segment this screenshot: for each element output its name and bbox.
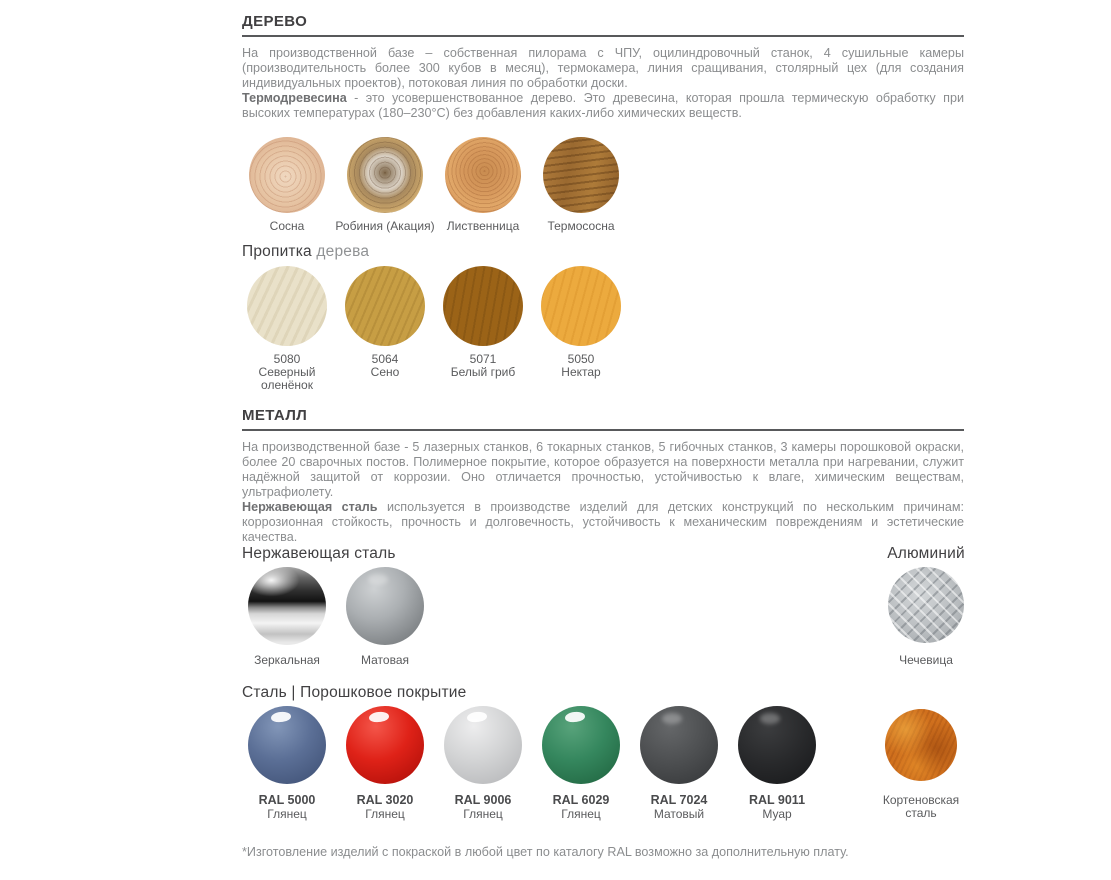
tint-5064-swatch: [345, 266, 425, 346]
ral-5000-sphere: [248, 706, 326, 784]
swatch-code: RAL 9011: [748, 793, 806, 807]
swatch-finish: Матовый: [653, 807, 705, 821]
wood-section-divider: [242, 35, 964, 37]
tint-5071-swatch: [443, 266, 523, 346]
wood-section: [242, 13, 964, 121]
powder-ral5000: [238, 706, 336, 821]
wood-species-thermopine: [532, 137, 630, 233]
aluminum-cell: [881, 567, 971, 667]
impregnation-swatch-5050: [532, 266, 630, 379]
swatch-code: RAL 6029: [552, 793, 610, 807]
wood-species-larch: [434, 137, 532, 233]
swatch-label: Северный оленёнок: [258, 365, 316, 392]
mirror-steel-sphere: [248, 567, 326, 645]
powder-row: [238, 706, 970, 821]
swatch-label: Зеркальная: [254, 653, 320, 667]
swatch-code: RAL 7024: [650, 793, 708, 807]
impregnation-swatch-5064: [336, 266, 434, 379]
swatch-finish: Глянец: [561, 807, 601, 821]
swatch-finish: Глянец: [267, 807, 307, 821]
matte-steel-sphere: [346, 567, 424, 645]
metal-intro: [242, 440, 964, 545]
powder-ral6029: [532, 706, 630, 821]
stainless-row: [238, 567, 434, 667]
corten-steel-swatch: [885, 709, 957, 781]
wood-species-row: [238, 137, 630, 233]
swatch-label: Сено: [370, 365, 400, 379]
swatch-code: RAL 5000: [258, 793, 316, 807]
swatch-label: Робиния (Акация): [335, 219, 435, 233]
impregnation-swatch-5080: [238, 266, 336, 392]
impregnation-row: [238, 266, 630, 392]
ral-7024-sphere: [640, 706, 718, 784]
ral-9006-sphere: [444, 706, 522, 784]
metal-intro-paragraph: На производственной базе - 5 лазерных станков, 6 токарных станков, 5 гибочных станков, 3 камеры порошковой окраски, более 20 сварочных постов. Полимерное покрытие, которое образуется на поверхности металла при нагревании, служит надёжной защитой от коррозии. Оно отличается прочностью, устойчивостью к влаге, химическим веществам, ультрафиолету.: [242, 440, 964, 499]
swatch-finish: Муар: [762, 807, 792, 821]
wood-intro: [242, 46, 964, 121]
stainless-title: Нержавеющая сталь: [242, 545, 396, 562]
powder-ral9006: [434, 706, 532, 821]
tint-5050-swatch: [541, 266, 621, 346]
swatch-label: Чечевица: [899, 653, 953, 667]
swatch-label: Белый гриб: [450, 365, 516, 379]
metal-section-divider: [242, 429, 964, 431]
stainless-mirror: [238, 567, 336, 667]
powder-title: Сталь | Порошковое покрытие: [242, 684, 467, 701]
robinia-wood-swatch: [347, 137, 423, 213]
impregnation-title: [242, 243, 369, 261]
swatch-code: 5050: [567, 352, 595, 366]
ral-footnote: *Изготовление изделий с покраской в любой цвет по каталогу RAL возможно за дополнительную плату.: [242, 845, 849, 859]
impregnation-swatch-5071: [434, 266, 532, 379]
swatch-label: Матовая: [361, 653, 409, 667]
swatch-finish: Глянец: [365, 807, 405, 821]
metal-stainless-paragraph: [242, 500, 964, 545]
wood-thermo-paragraph: [242, 91, 964, 121]
pine-wood-swatch: [249, 137, 325, 213]
tint-5080-swatch: [247, 266, 327, 346]
powder-corten: [872, 706, 970, 820]
stainless-matte: [336, 567, 434, 667]
impregnation-title-main: Пропитка: [242, 243, 312, 260]
swatch-label: Сосна: [269, 219, 305, 233]
swatch-code: 5071: [469, 352, 497, 366]
thermo-text: - это усовершенствованное дерево. Это древесина, которая прошла термическую обработку при высоких температурах (180–230°С) без добавления каких-либо химических веществ.: [242, 91, 964, 120]
thermopine-wood-swatch: [543, 137, 619, 213]
metal-section: [242, 407, 964, 545]
swatch-finish: Глянец: [463, 807, 503, 821]
aluminum-title: Алюминий: [887, 545, 965, 562]
swatch-label: Термососна: [547, 219, 615, 233]
metal-section-title: МЕТАЛЛ: [242, 407, 308, 424]
powder-ral3020: [336, 706, 434, 821]
swatch-label: Лиственница: [446, 219, 520, 233]
swatch-code: 5080: [273, 352, 301, 366]
swatch-label: Нектар: [561, 365, 601, 379]
wood-section-title: ДЕРЕВО: [242, 13, 308, 30]
aluminum-checkerplate-swatch: [888, 567, 964, 643]
ral-6029-sphere: [542, 706, 620, 784]
wood-intro-paragraph: На производственной базе – собственная пилорама с ЧПУ, оцилиндровочный станок, 4 сушильные камеры (производительность более 300 кубов в месяц), термокамера, линия сращивания, столярный цех (для создания индивидуальных проектов), потоковая линия по обработки доски.: [242, 46, 964, 90]
swatch-code: RAL 3020: [356, 793, 414, 807]
larch-wood-swatch: [445, 137, 521, 213]
ral-9011-sphere: [738, 706, 816, 784]
stainless-term: Нержавеющая сталь: [242, 500, 378, 514]
swatch-label: Кортеновская сталь: [882, 793, 960, 820]
powder-ral7024: [630, 706, 728, 821]
stainless-text: используется в производстве изделий для детских конструкций по нескольким причинам: коррозионная стойкость, прочность и долговечность, устойчивость к механическим повреждениям и эстетические качества.: [242, 500, 964, 544]
wood-species-pine: [238, 137, 336, 233]
powder-ral9011: [728, 706, 826, 821]
impregnation-title-sub: дерева: [316, 243, 370, 260]
thermo-term: Термодревесина: [242, 91, 347, 105]
wood-species-robinia: [336, 137, 434, 233]
ral-3020-sphere: [346, 706, 424, 784]
swatch-code: 5064: [371, 352, 399, 366]
swatch-code: RAL 9006: [454, 793, 512, 807]
